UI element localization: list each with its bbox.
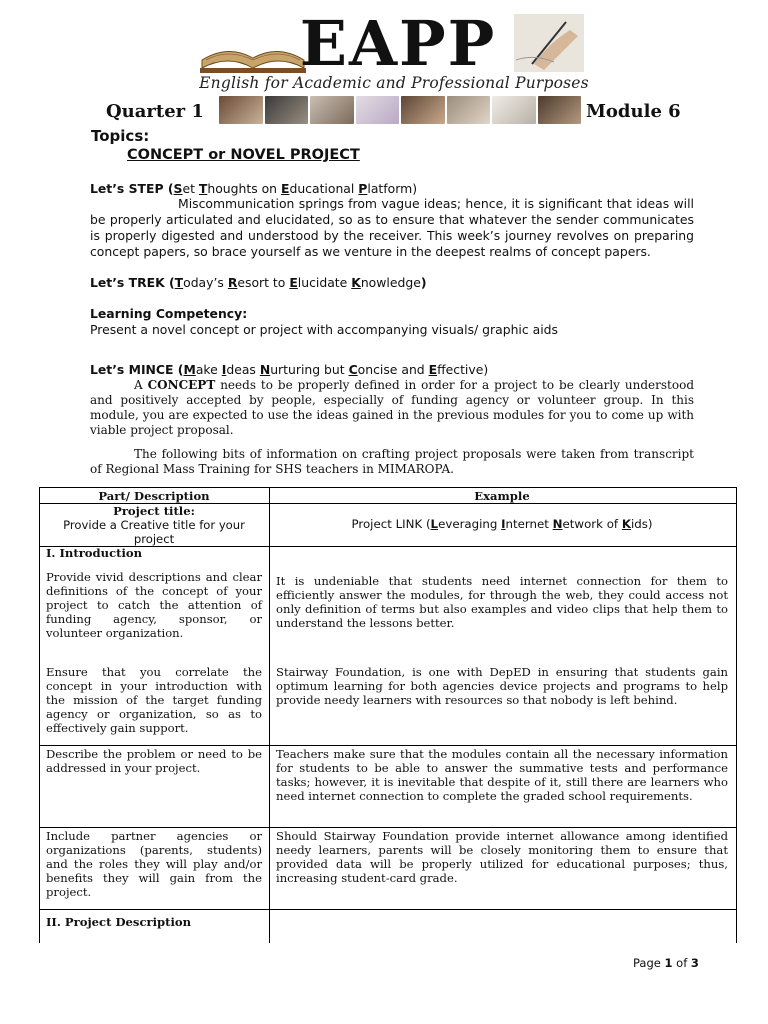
photo-tile bbox=[356, 96, 400, 124]
row-desc: Describe the problem or need to be addressed in your project. bbox=[46, 747, 262, 775]
mince-heading: Let’s MINCE (Make Ideas Nurturing but Concise and Effective) bbox=[90, 362, 489, 377]
logo-text: EAPP bbox=[299, 7, 497, 80]
project-title-example: Project LINK (Leveraging Internet Network of Kids) bbox=[351, 517, 653, 531]
photo-tile bbox=[447, 96, 491, 124]
competency-text: Present a novel concept or project with accompanying visuals/ graphic aids bbox=[90, 322, 558, 337]
open-book-icon bbox=[198, 30, 308, 74]
row-desc: Ensure that you correlate the concept in your introduction with the mission of the target funding agency or organization, so as to effectively gain support. bbox=[46, 665, 262, 735]
row-example: It is undeniable that students need internet connection for them to efficiently answer the modules, for through the web, they could access not only definition of terms but also examples and video clips that help them to understand the lessons better. bbox=[276, 574, 728, 630]
proposal-table bbox=[39, 487, 737, 943]
step-paragraph: Miscommunication springs from vague ideas; hence, it is significant that ideas will be properly articulated and elucidated, so as to ensure that whatever the sender communicates is properly digested and understood by the receiver. This week’s journey revolves on preparing concept papers, so brace yourself as we venture in the deepest realms of concept papers. bbox=[90, 196, 694, 259]
photo-tile bbox=[538, 96, 582, 124]
quarter-label: Quarter 1 bbox=[106, 101, 204, 122]
row-example: Stairway Foundation, is one with DepED in ensuring that students gain optimum learning for both agencies device projects and programs to help provide needy learners with resources so that nobody is left behind. bbox=[276, 665, 728, 707]
row-desc: Include partner agencies or organizations (parents, students) and the roles they will play and/or benefits they will gain from the project. bbox=[46, 829, 262, 899]
mince-paragraph-1: A CONCEPT needs to be properly defined in order for a project to be clearly understood and positively accepted by people, especially of funding agency or volunteer group. In this module, you are expected to use the ideas gained in the previous modules for you to come up with viable project proposal. bbox=[90, 378, 694, 437]
photo-tile bbox=[265, 96, 309, 124]
trek-heading: Let’s TREK (Today’s Resort to Elucidate Knowledge) bbox=[90, 275, 427, 290]
topic-heading: CONCEPT or NOVEL PROJECT bbox=[127, 147, 360, 163]
mince-paragraph-2: The following bits of information on crafting project proposals were taken from transcript of Regional Mass Training for SHS teachers in MIMAROPA. bbox=[90, 447, 694, 476]
photo-tile bbox=[492, 96, 536, 124]
competency-label: Learning Competency: bbox=[90, 306, 248, 321]
project-title-label: Project title: bbox=[113, 504, 195, 518]
introduction-label: I. Introduction bbox=[46, 546, 143, 560]
photo-tile bbox=[310, 96, 354, 124]
writing-hand-icon bbox=[514, 14, 584, 72]
row-example: Should Stairway Foundation provide internet allowance among identified needy learners, parents will be closely monitoring them to ensure that provided data will be properly utilized for educational purposes; thus, increasing student-card grade. bbox=[276, 829, 728, 885]
step-heading: Let’s STEP (Set Thoughts on Educational Platform) bbox=[90, 181, 418, 196]
row-desc: Provide vivid descriptions and clear definitions of the concept of your project to catch the attention of funding agency, sponsor, or volunteer organization. bbox=[46, 570, 262, 640]
page-number: Page 1 of 3 bbox=[633, 956, 699, 970]
photo-tile bbox=[219, 96, 263, 124]
row-example: Teachers make sure that the modules contain all the necessary information for students to be able to answer the summative tests and performance tasks; however, it is inevitable that despite of it, still there are learners who need internet connection to complete the graded school requirements. bbox=[276, 747, 728, 803]
col-header-example: Example bbox=[474, 489, 530, 503]
project-description-label: II. Project Description bbox=[46, 915, 192, 929]
col-header-part: Part/ Description bbox=[98, 489, 210, 503]
eapp-banner bbox=[198, 8, 590, 96]
project-title-desc: Provide a Creative title for your project bbox=[63, 518, 245, 546]
module-label: Module 6 bbox=[586, 101, 681, 122]
topics-label: Topics: bbox=[91, 127, 150, 145]
photo-strip bbox=[219, 96, 581, 124]
logo-subtitle: English for Academic and Professional Purposes bbox=[199, 74, 589, 92]
photo-tile bbox=[401, 96, 445, 124]
